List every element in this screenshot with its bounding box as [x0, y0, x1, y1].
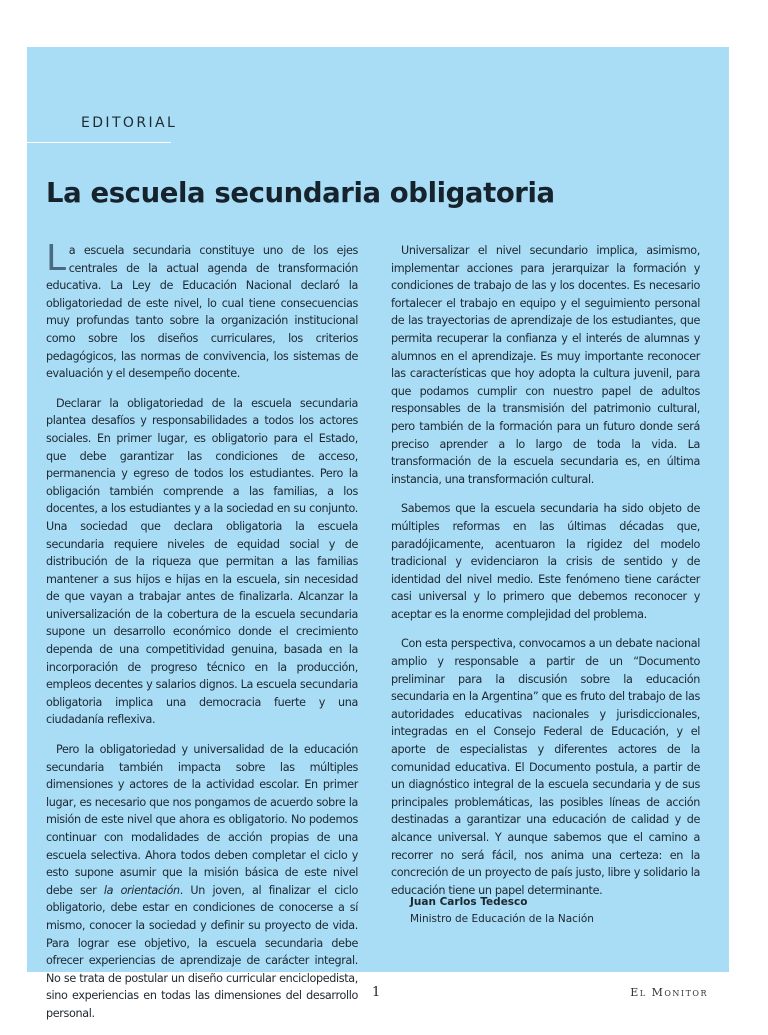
- drop-cap: L: [46, 238, 66, 279]
- paragraph-text: a escuela secundaria constituye uno de los ejes centrales de la actual agenda de transformación educativa. La Ley de Educación Nacional declaró la obligatoriedad de este nivel, lo cual tiene consecuencias muy profundas tanto sobre la organización institucional como sobre los diseños curriculares, los criterios pedagógicos, las normas de convivencia, los sistemas de evaluación y el desempeño docente.: [46, 244, 358, 381]
- author-role: Ministro de Educación de la Nación: [410, 913, 594, 925]
- section-label: EDITORIAL: [81, 115, 178, 131]
- paragraph-text: . Un joven, al finalizar el ciclo obligatorio, debe estar en condiciones de conocerse a sí mismo, conocer la sociedad y definir su proyecto de vida. Para lograr ese objetivo, la escuela secundaria debe ofrecer experiencias de aprendizaje de carácter integral. No se trata de postular un diseño curricular enciclopedista, sino experiencias en todas las dimensiones del desarrollo personal.: [46, 883, 358, 1020]
- author-name: Juan Carlos Tedesco: [410, 896, 528, 908]
- article-title: La escuela secundaria obligatoria: [46, 177, 555, 209]
- paragraph: Declarar la obligatoriedad de la escuela secundaria plantea desafíos y responsabilidades a todos los actores sociales. En primer lugar, es obligatorio para el Estado, que debe garantizar las condiciones de acceso, permanencia y egreso de todos los estudiantes. Pero la obligación también comprende a las familias, a los docentes, a los estudiantes y a la sociedad en su conjunto. Una sociedad que declara obligatoria la escuela secundaria requiere niveles de equidad social y de distribución de la riqueza que permitan a las familias mantener a sus hijos e hijas en la escuela, sin necesidad de que vayan a trabajar antes de finalizarla. Alcanzar la universalización de la cobertura de la escuela secundaria supone un desarrollo económico donde el crecimiento dependa de una competitividad genuina, basada en la incorporación de progreso técnico en la producción, empleos decentes y salarios dignos. La escuela secundaria obligatoria implica una democracia fuerte y una ciudadanía reflexiva.: [46, 396, 358, 727]
- signature: [410, 894, 594, 928]
- right-column: [391, 242, 700, 911]
- emphasis-text: la orientación: [103, 883, 180, 897]
- magazine-name: El Monitor: [630, 986, 708, 999]
- section-divider: [27, 142, 171, 143]
- paragraph: Universalizar el nivel secundario implica, asimismo, implementar acciones para jerarquizar la formación y condiciones de trabajo de las y los docentes. Es necesario fortalecer el trabajo en equipo y el seguimiento personal de las trayectorias de aprendizaje de los estudiantes, que permita recuperar la confianza y el interés de alumnas y alumnos en el aprendizaje. Es muy importante reconocer las características que hoy adopta la cultura juvenil, para que podamos cumplir con nuestro papel de adultos responsables de la transmisión del patrimonio cultural, pero también de la formación para un futuro donde será preciso aprender a lo largo de toda la vida. La transformación de la escuela secundaria es, en última instancia, una transformación cultural.: [391, 244, 700, 486]
- left-column: [46, 238, 358, 1035]
- paragraph: Sabemos que la escuela secundaria ha sido objeto de múltiples reformas en las últimas décadas que, paradójicamente, acentuaron la rigidez del modelo tradicional y evidenciaron la crisis de sentido y de identidad del nivel medio. Este fenómeno tiene carácter casi universal y lo primero que debemos reconocer y aceptar es la enorme complejidad del problema.: [391, 502, 700, 621]
- paragraph: [46, 238, 358, 383]
- paragraph: [46, 741, 358, 1023]
- paragraph: Con esta perspectiva, convocamos a un debate nacional amplio y responsable a partir de un “Documento preliminar para la discusión sobre la educación secundaria en la Argentina” que es fruto del trabajo de las autoridades educativas nacionales y jurisdiccionales, integradas en el Consejo Federal de Educación, y el aporte de especialistas y diferentes actores de la comunidad educativa. El Documento postula, a partir de un diagnóstico integral de la escuela secundaria y de sus principales problemáticas, las posibles líneas de acción destinadas a garantizar una educación de calidad y de alcance universal. Y aunque sabemos que el camino a recorrer no será fácil, nos anima una certeza: en la concreción de un proyecto de país justo, libre y solidario la educación tiene un papel determinante.: [391, 637, 700, 897]
- paragraph-text: Pero la obligatoriedad y universalidad de la educación secundaria también impacta sobre las múltiples dimensiones y actores de la actividad escolar. En primer lugar, es necesario que nos pongamos de acuerdo sobre la misión de este nivel que ahora es obligatorio. No podemos continuar con modalidades de acción propias de una escuela selectiva. Ahora todos deben completar el ciclo y esto supone asumir que la misión básica de este nivel debe ser: [46, 743, 358, 897]
- page-number: 1: [372, 985, 381, 1000]
